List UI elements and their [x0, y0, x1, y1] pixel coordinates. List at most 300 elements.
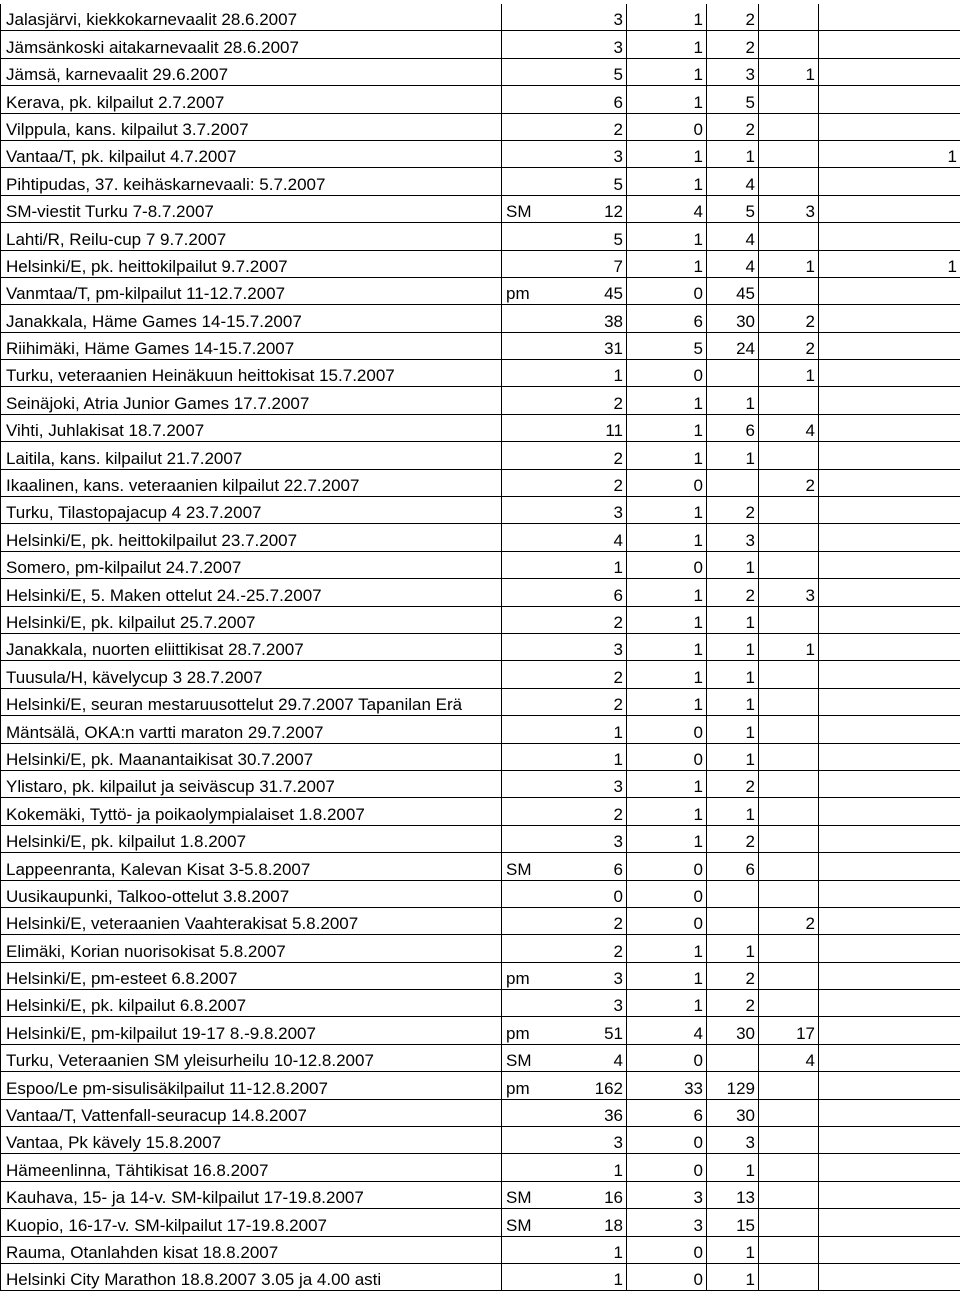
value-cell-4 [759, 113, 819, 140]
event-name-cell: Vilppula, kans. kilpailut 3.7.2007 [1, 113, 502, 140]
event-name-cell: Turku, Veteraanien SM yleisurheilu 10-12.8.2007 [1, 1044, 502, 1071]
value-cell-1: 3 [547, 633, 627, 660]
event-name-cell: Mäntsälä, OKA:n vartti maraton 29.7.2007 [1, 716, 502, 743]
value-cell-5 [819, 195, 960, 222]
value-cell-3: 45 [707, 277, 759, 304]
competition-type-cell [502, 442, 547, 469]
event-name-cell: Vanmtaa/T, pm-kilpailut 11-12.7.2007 [1, 277, 502, 304]
event-name-cell: Kerava, pk. kilpailut 2.7.2007 [1, 86, 502, 113]
table-row [1, 1181, 960, 1208]
value-cell-2: 3 [627, 1209, 707, 1236]
competition-type-cell [502, 4, 547, 31]
competition-type-cell [502, 168, 547, 195]
competition-type-cell: pm [502, 962, 547, 989]
table-row [1, 223, 960, 250]
table-row [1, 1127, 960, 1154]
table-row [1, 1099, 960, 1126]
value-cell-1: 6 [547, 86, 627, 113]
value-cell-2: 0 [627, 1154, 707, 1181]
value-cell-4: 1 [759, 250, 819, 277]
value-cell-3: 30 [707, 1017, 759, 1044]
value-cell-1: 4 [547, 524, 627, 551]
value-cell-1: 1 [547, 716, 627, 743]
event-name-cell: Vantaa/T, Vattenfall-seuracup 14.8.2007 [1, 1099, 502, 1126]
value-cell-5 [819, 414, 960, 441]
event-name-cell: Helsinki/E, pk. kilpailut 25.7.2007 [1, 606, 502, 633]
value-cell-4 [759, 442, 819, 469]
table-row [1, 990, 960, 1017]
value-cell-3: 4 [707, 168, 759, 195]
value-cell-2: 6 [627, 1099, 707, 1126]
competition-type-cell [502, 1127, 547, 1154]
value-cell-4 [759, 277, 819, 304]
table-row [1, 195, 960, 222]
value-cell-2: 1 [627, 168, 707, 195]
event-name-cell: Turku, Tilastopajacup 4 23.7.2007 [1, 497, 502, 524]
competition-type-cell [502, 770, 547, 797]
value-cell-3: 4 [707, 250, 759, 277]
value-cell-2: 1 [627, 86, 707, 113]
value-cell-1: 11 [547, 414, 627, 441]
value-cell-2: 1 [627, 414, 707, 441]
value-cell-5 [819, 1044, 960, 1071]
value-cell-3: 1 [707, 140, 759, 167]
value-cell-2: 1 [627, 825, 707, 852]
value-cell-5 [819, 1181, 960, 1208]
value-cell-5 [819, 58, 960, 85]
value-cell-4 [759, 86, 819, 113]
value-cell-5 [819, 1072, 960, 1099]
event-name-cell: Helsinki/E, pk. heittokilpailut 9.7.2007 [1, 250, 502, 277]
value-cell-4 [759, 606, 819, 633]
value-cell-1: 2 [547, 688, 627, 715]
value-cell-1: 1 [547, 360, 627, 387]
value-cell-3: 30 [707, 305, 759, 332]
value-cell-2: 33 [627, 1072, 707, 1099]
value-cell-5 [819, 168, 960, 195]
competition-type-cell: pm [502, 1017, 547, 1044]
value-cell-5 [819, 1209, 960, 1236]
value-cell-5 [819, 688, 960, 715]
table-row [1, 1263, 960, 1290]
event-name-cell: Vantaa/T, pk. kilpailut 4.7.2007 [1, 140, 502, 167]
value-cell-2: 0 [627, 907, 707, 934]
value-cell-1: 3 [547, 140, 627, 167]
value-cell-1: 12 [547, 195, 627, 222]
competition-type-cell [502, 414, 547, 441]
value-cell-5 [819, 442, 960, 469]
event-name-cell: Uusikaupunki, Talkoo-ottelut 3.8.2007 [1, 880, 502, 907]
value-cell-2: 1 [627, 442, 707, 469]
table-row [1, 1236, 960, 1263]
value-cell-4 [759, 935, 819, 962]
table-row [1, 907, 960, 934]
value-cell-1: 45 [547, 277, 627, 304]
event-name-cell: Laitila, kans. kilpailut 21.7.2007 [1, 442, 502, 469]
competition-type-cell [502, 551, 547, 578]
table-row [1, 1072, 960, 1099]
competition-type-cell [502, 58, 547, 85]
value-cell-3: 5 [707, 86, 759, 113]
value-cell-3: 2 [707, 4, 759, 31]
competition-type-cell [502, 1099, 547, 1126]
value-cell-5 [819, 1099, 960, 1126]
value-cell-3: 1 [707, 1236, 759, 1263]
value-cell-1: 3 [547, 770, 627, 797]
value-cell-2: 1 [627, 661, 707, 688]
value-cell-4 [759, 1236, 819, 1263]
value-cell-4 [759, 168, 819, 195]
value-cell-3: 2 [707, 113, 759, 140]
competition-type-cell [502, 633, 547, 660]
value-cell-1: 1 [547, 743, 627, 770]
event-name-cell: Helsinki/E, pm-esteet 6.8.2007 [1, 962, 502, 989]
value-cell-2: 0 [627, 277, 707, 304]
competition-type-cell [502, 743, 547, 770]
table-row [1, 606, 960, 633]
table-row [1, 1044, 960, 1071]
competition-type-cell [502, 579, 547, 606]
value-cell-3: 6 [707, 414, 759, 441]
value-cell-4 [759, 31, 819, 58]
value-cell-5 [819, 524, 960, 551]
competition-type-cell [502, 1236, 547, 1263]
value-cell-3: 4 [707, 223, 759, 250]
event-name-cell: Jämsä, karnevaalit 29.6.2007 [1, 58, 502, 85]
value-cell-2: 0 [627, 880, 707, 907]
value-cell-1: 2 [547, 661, 627, 688]
value-cell-3: 1 [707, 688, 759, 715]
value-cell-1: 1 [547, 1154, 627, 1181]
value-cell-2: 0 [627, 113, 707, 140]
value-cell-4 [759, 1127, 819, 1154]
value-cell-2: 1 [627, 524, 707, 551]
event-name-cell: Elimäki, Korian nuorisokisat 5.8.2007 [1, 935, 502, 962]
value-cell-5 [819, 31, 960, 58]
value-cell-3: 1 [707, 387, 759, 414]
event-name-cell: Helsinki/E, pk. Maanantaikisat 30.7.2007 [1, 743, 502, 770]
value-cell-2: 5 [627, 332, 707, 359]
value-cell-2: 4 [627, 195, 707, 222]
value-cell-5 [819, 360, 960, 387]
value-cell-3: 1 [707, 661, 759, 688]
competition-type-cell [502, 469, 547, 496]
value-cell-2: 0 [627, 1127, 707, 1154]
value-cell-5 [819, 1236, 960, 1263]
value-cell-4 [759, 1263, 819, 1290]
table-row [1, 58, 960, 85]
table-row [1, 360, 960, 387]
competition-type-cell: SM [502, 1209, 547, 1236]
competition-type-cell [502, 1154, 547, 1181]
value-cell-5 [819, 743, 960, 770]
value-cell-3: 15 [707, 1209, 759, 1236]
table-row [1, 579, 960, 606]
value-cell-3: 1 [707, 633, 759, 660]
value-cell-2: 1 [627, 387, 707, 414]
value-cell-4 [759, 661, 819, 688]
value-cell-1: 1 [547, 1236, 627, 1263]
table-row [1, 1017, 960, 1044]
value-cell-2: 1 [627, 935, 707, 962]
value-cell-1: 2 [547, 442, 627, 469]
value-cell-4: 2 [759, 305, 819, 332]
value-cell-5 [819, 332, 960, 359]
value-cell-5 [819, 907, 960, 934]
competition-type-cell [502, 798, 547, 825]
value-cell-4 [759, 688, 819, 715]
value-cell-4: 17 [759, 1017, 819, 1044]
value-cell-5 [819, 4, 960, 31]
value-cell-4: 3 [759, 579, 819, 606]
table-row [1, 140, 960, 167]
table-row [1, 661, 960, 688]
value-cell-1: 3 [547, 4, 627, 31]
value-cell-3 [707, 907, 759, 934]
competition-type-cell [502, 661, 547, 688]
competition-type-cell: SM [502, 195, 547, 222]
value-cell-2: 0 [627, 360, 707, 387]
value-cell-4: 4 [759, 1044, 819, 1071]
competition-type-cell [502, 990, 547, 1017]
value-cell-3: 30 [707, 1099, 759, 1126]
value-cell-3 [707, 360, 759, 387]
table-row [1, 853, 960, 880]
value-cell-2: 0 [627, 716, 707, 743]
value-cell-5 [819, 1263, 960, 1290]
value-cell-4: 1 [759, 360, 819, 387]
value-cell-5 [819, 880, 960, 907]
competition-type-cell: SM [502, 1181, 547, 1208]
value-cell-3 [707, 1044, 759, 1071]
value-cell-4 [759, 140, 819, 167]
event-name-cell: Espoo/Le pm-sisulisäkilpailut 11-12.8.2007 [1, 1072, 502, 1099]
value-cell-2: 0 [627, 551, 707, 578]
value-cell-5 [819, 825, 960, 852]
competition-type-cell: pm [502, 277, 547, 304]
competition-type-cell [502, 140, 547, 167]
competition-type-cell [502, 606, 547, 633]
value-cell-4 [759, 497, 819, 524]
value-cell-2: 1 [627, 4, 707, 31]
value-cell-4 [759, 825, 819, 852]
event-name-cell: Janakkala, nuorten eliittikisat 28.7.2007 [1, 633, 502, 660]
event-name-cell: Rauma, Otanlahden kisat 18.8.2007 [1, 1236, 502, 1263]
event-name-cell: Janakkala, Häme Games 14-15.7.2007 [1, 305, 502, 332]
competition-type-cell [502, 113, 547, 140]
value-cell-4: 2 [759, 907, 819, 934]
value-cell-3: 1 [707, 798, 759, 825]
event-name-cell: Hämeenlinna, Tähtikisat 16.8.2007 [1, 1154, 502, 1181]
value-cell-4 [759, 798, 819, 825]
value-cell-4 [759, 962, 819, 989]
value-cell-3: 6 [707, 853, 759, 880]
value-cell-1: 6 [547, 579, 627, 606]
value-cell-1: 6 [547, 853, 627, 880]
event-name-cell: SM-viestit Turku 7-8.7.2007 [1, 195, 502, 222]
event-name-cell: Kokemäki, Tyttö- ja poikaolympialaiset 1.8.2007 [1, 798, 502, 825]
table-row [1, 743, 960, 770]
value-cell-2: 1 [627, 497, 707, 524]
value-cell-1: 3 [547, 497, 627, 524]
table-row [1, 469, 960, 496]
value-cell-4 [759, 524, 819, 551]
value-cell-3: 2 [707, 31, 759, 58]
table-row [1, 113, 960, 140]
value-cell-1: 38 [547, 305, 627, 332]
event-name-cell: Vantaa, Pk kävely 15.8.2007 [1, 1127, 502, 1154]
competition-type-cell [502, 716, 547, 743]
value-cell-3: 1 [707, 935, 759, 962]
event-name-cell: Lahti/R, Reilu-cup 7 9.7.2007 [1, 223, 502, 250]
table-row [1, 798, 960, 825]
value-cell-2: 6 [627, 305, 707, 332]
value-cell-4 [759, 1209, 819, 1236]
table-row [1, 688, 960, 715]
competition-table [0, 4, 960, 1291]
value-cell-3: 3 [707, 58, 759, 85]
value-cell-1: 2 [547, 387, 627, 414]
event-name-cell: Riihimäki, Häme Games 14-15.7.2007 [1, 332, 502, 359]
event-name-cell: Lappeenranta, Kalevan Kisat 3-5.8.2007 [1, 853, 502, 880]
value-cell-2: 1 [627, 31, 707, 58]
value-cell-1: 18 [547, 1209, 627, 1236]
event-name-cell: Ylistaro, pk. kilpailut ja seiväscup 31.7.2007 [1, 770, 502, 797]
value-cell-4: 2 [759, 469, 819, 496]
table-row [1, 414, 960, 441]
value-cell-1: 51 [547, 1017, 627, 1044]
table-row [1, 86, 960, 113]
value-cell-5: 1 [819, 140, 960, 167]
value-cell-4: 3 [759, 195, 819, 222]
value-cell-4 [759, 1181, 819, 1208]
table-row [1, 880, 960, 907]
value-cell-1: 162 [547, 1072, 627, 1099]
value-cell-1: 2 [547, 907, 627, 934]
event-name-cell: Helsinki/E, veteraanien Vaahterakisat 5.8.2007 [1, 907, 502, 934]
value-cell-4 [759, 716, 819, 743]
value-cell-1: 5 [547, 223, 627, 250]
value-cell-2: 1 [627, 962, 707, 989]
event-name-cell: Jämsänkoski aitakarnevaalit 28.6.2007 [1, 31, 502, 58]
value-cell-3: 1 [707, 743, 759, 770]
value-cell-1: 3 [547, 962, 627, 989]
value-cell-4 [759, 853, 819, 880]
event-name-cell: Helsinki/E, 5. Maken ottelut 24.-25.7.2007 [1, 579, 502, 606]
table-row [1, 770, 960, 797]
event-name-cell: Pihtipudas, 37. keihäskarnevaali: 5.7.2007 [1, 168, 502, 195]
competition-type-cell [502, 880, 547, 907]
value-cell-4 [759, 1072, 819, 1099]
table-row [1, 716, 960, 743]
value-cell-1: 36 [547, 1099, 627, 1126]
value-cell-1: 1 [547, 551, 627, 578]
event-name-cell: Seinäjoki, Atria Junior Games 17.7.2007 [1, 387, 502, 414]
value-cell-5 [819, 277, 960, 304]
value-cell-1: 7 [547, 250, 627, 277]
value-cell-3: 1 [707, 606, 759, 633]
event-name-cell: Kauhava, 15- ja 14-v. SM-kilpailut 17-19.8.2007 [1, 1181, 502, 1208]
value-cell-4: 2 [759, 332, 819, 359]
event-name-cell: Turku, veteraanien Heinäkuun heittokisat 15.7.2007 [1, 360, 502, 387]
event-name-cell: Tuusula/H, kävelycup 3 28.7.2007 [1, 661, 502, 688]
value-cell-3: 129 [707, 1072, 759, 1099]
table-body [1, 4, 960, 1291]
value-cell-1: 3 [547, 1127, 627, 1154]
value-cell-4 [759, 387, 819, 414]
value-cell-5 [819, 469, 960, 496]
value-cell-1: 31 [547, 332, 627, 359]
value-cell-1: 16 [547, 1181, 627, 1208]
value-cell-1: 2 [547, 469, 627, 496]
value-cell-2: 1 [627, 223, 707, 250]
value-cell-4 [759, 990, 819, 1017]
competition-type-cell [502, 1263, 547, 1290]
competition-type-cell: pm [502, 1072, 547, 1099]
value-cell-5 [819, 86, 960, 113]
value-cell-3: 1 [707, 551, 759, 578]
competition-type-cell [502, 688, 547, 715]
table-row [1, 4, 960, 31]
value-cell-5 [819, 962, 960, 989]
value-cell-5 [819, 716, 960, 743]
value-cell-2: 0 [627, 469, 707, 496]
table-row [1, 825, 960, 852]
competition-type-cell [502, 497, 547, 524]
value-cell-2: 1 [627, 606, 707, 633]
value-cell-5 [819, 305, 960, 332]
value-cell-1: 2 [547, 113, 627, 140]
value-cell-3 [707, 880, 759, 907]
value-cell-1: 2 [547, 606, 627, 633]
value-cell-5 [819, 1154, 960, 1181]
value-cell-2: 1 [627, 798, 707, 825]
competition-type-cell [502, 825, 547, 852]
value-cell-2: 1 [627, 633, 707, 660]
event-name-cell: Helsinki/E, pk. heittokilpailut 23.7.2007 [1, 524, 502, 551]
table-row [1, 277, 960, 304]
table-row [1, 305, 960, 332]
value-cell-4 [759, 880, 819, 907]
table-row [1, 387, 960, 414]
value-cell-1: 2 [547, 798, 627, 825]
value-cell-4 [759, 4, 819, 31]
value-cell-2: 0 [627, 743, 707, 770]
value-cell-4: 1 [759, 633, 819, 660]
event-name-cell: Helsinki City Marathon 18.8.2007 3.05 ja 4.00 asti [1, 1263, 502, 1290]
value-cell-1: 3 [547, 825, 627, 852]
value-cell-5 [819, 935, 960, 962]
table-row [1, 442, 960, 469]
value-cell-4 [759, 1099, 819, 1126]
value-cell-5 [819, 223, 960, 250]
competition-type-cell [502, 332, 547, 359]
value-cell-5 [819, 387, 960, 414]
value-cell-3: 2 [707, 770, 759, 797]
value-cell-5 [819, 551, 960, 578]
table-row [1, 168, 960, 195]
value-cell-1: 3 [547, 31, 627, 58]
event-name-cell: Jalasjärvi, kiekkokarnevaalit 28.6.2007 [1, 4, 502, 31]
table-row [1, 935, 960, 962]
table-row [1, 551, 960, 578]
value-cell-3: 2 [707, 497, 759, 524]
event-name-cell: Helsinki/E, pk. kilpailut 6.8.2007 [1, 990, 502, 1017]
table-row [1, 633, 960, 660]
value-cell-3: 2 [707, 962, 759, 989]
value-cell-2: 1 [627, 770, 707, 797]
competition-type-cell: SM [502, 1044, 547, 1071]
